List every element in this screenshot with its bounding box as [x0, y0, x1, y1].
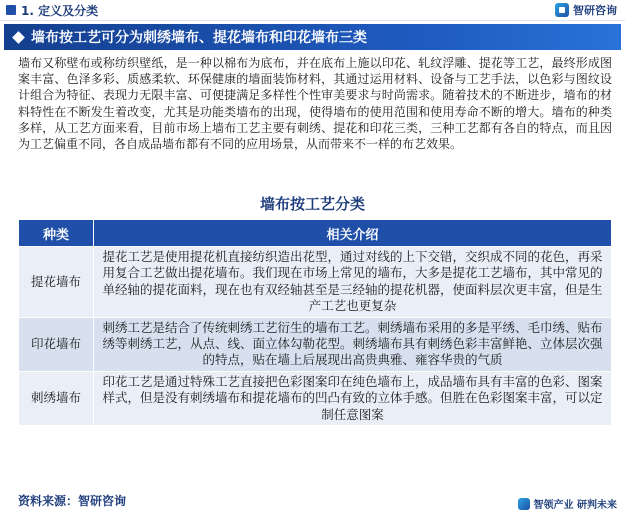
source-note: 资料来源：智研咨询	[18, 494, 127, 508]
section-label	[0, 2, 98, 19]
table-title: 墙布按工艺分类	[259, 195, 365, 213]
brand	[555, 2, 625, 18]
table-header-row	[19, 220, 612, 247]
intro-paragraph: 墙布又称壁布或称纺织壁纸，是一种以棉布为底布，并在底布上施以印花、轧纹浮雕、提花等工艺，最终形成图案丰富、色泽多彩、质感柔软、环保健康的墙面装饰材料，其通过运用材料、设备与工艺手法，以色彩与图纹设计组合为特征、表现力无限丰富、可便捷满足多样性个性审美要求与时尚需求。随着技术的不断进步，墙布的材料特性在不断发生着改变，尤其是功能类墙布的出现，使得墙布的使用范围和使用寿命不断的增大。墙布的种类多样，从工艺方面来看，目前市场上墙布工艺主要有刺绣、提花和印花三类，三种工艺都有各自的特点，而且因为工艺偏重不同，各自成品墙布都有不同的应用场景，从而带来不一样的布艺效果。	[18, 56, 612, 152]
header-type: 种类	[19, 220, 94, 247]
brand-logo-icon	[555, 3, 569, 17]
row-description: 提花工艺是使用提花机直接纺织造出花型，通过对线的上下交错，交织成不同的花色，再采用复合工艺做出提花墙布。我们现在市场上常见的墙布，大多是提花工艺墙布，其中常见的单经轴的提花面料，现在也有双经轴甚至是三经轴的提花机器，使面料层次更丰富，但是生产工艺也更复杂	[94, 247, 612, 318]
table-row	[19, 371, 612, 425]
table-row	[19, 247, 612, 318]
row-type: 提花墙布	[19, 247, 94, 318]
banner-title: 墙布按工艺可分为刺绣墙布、提花墙布和印花墙布三类	[31, 30, 367, 46]
brand-name: 智研咨询	[573, 4, 617, 17]
section-label-text: 1. 定义及分类	[21, 3, 99, 18]
row-description: 刺绣工艺是结合了传统刺绣工艺衍生的墙布工艺。刺绣墙布采用的多是平绣、毛巾绣、贴布绣等刺绣工艺，从点、线、面立体勾勒花型。刺绣墙布具有刺绣色彩丰富鲜艳、立体层次强的特点，贴在墙上后展现出高贵典雅、雍容华贵的气质	[94, 317, 612, 371]
row-type: 刺绣墙布	[19, 371, 94, 425]
row-description: 印花工艺是通过特殊工艺直接把色彩图案印在纯色墙布上，成品墙布具有丰富的色彩、图案样式，但是没有刺绣墙布和提花墙布的凹凸有致的立体手感。但胜在色彩图案丰富，可以定制任意图案	[94, 371, 612, 425]
classification-table	[18, 219, 612, 426]
title-banner	[4, 24, 621, 50]
table-row	[19, 317, 612, 371]
top-bar	[0, 0, 625, 21]
diamond-icon	[12, 31, 25, 44]
footer-slogan: 智领产业 研判未来	[533, 500, 617, 511]
footer-brand	[518, 496, 617, 511]
row-type: 印花墙布	[19, 317, 94, 371]
header-description: 相关介绍	[94, 220, 612, 247]
footer-logo-icon	[518, 498, 530, 510]
section-square-icon	[6, 5, 16, 15]
